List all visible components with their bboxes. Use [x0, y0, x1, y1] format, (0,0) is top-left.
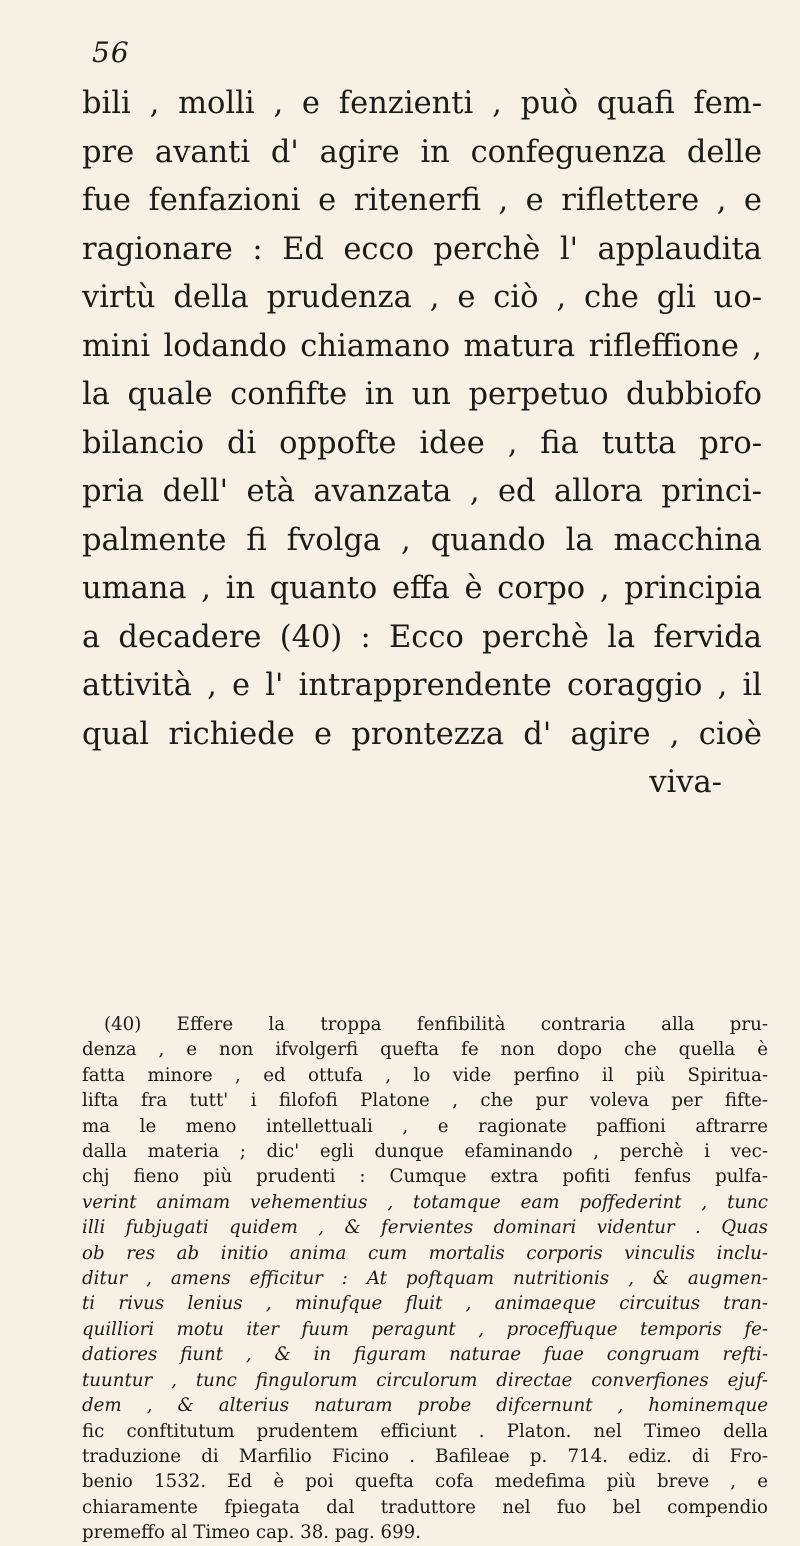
- footnote-line: illi fubjugati quidem , & fervientes dominari videntur . Quas: [82, 1217, 768, 1239]
- main-text-line: ragionare : Ed ecco perchè l' applaudita: [82, 231, 762, 267]
- main-text-line: pre avanti d' agire in confeguenza delle: [82, 134, 762, 170]
- main-text-line: bilancio di oppofte idee , fia tutta pro-: [82, 425, 762, 461]
- footnote-line: premeffo al Timeo cap. 38. pag. 699.: [82, 1522, 422, 1544]
- main-text-line: virtù della prudenza , e ciò , che gli uo-: [82, 280, 762, 315]
- page-number: 56: [92, 36, 130, 69]
- footnote-line: ma le meno intellettuali , e ragionate paffioni aftrarre: [82, 1115, 768, 1137]
- footnote-line: traduzione di Marfilio Ficino . Bafileae p. 714. ediz. di Fro-: [82, 1445, 768, 1467]
- footnote-line: lifta fra tutt' i filofofi Platone , che pur voleva per fifte-: [82, 1090, 768, 1112]
- main-text-line: a decadere (40) : Ecco perchè la fervida: [82, 619, 762, 655]
- main-text-line: la quale confifte in un perpetuo dubbiofo: [82, 377, 762, 412]
- main-text-line: pria dell' età avanzata , ed allora princi-: [82, 474, 762, 509]
- main-text: [82, 80, 762, 808]
- footnote-line: ditur , amens efficitur : At poftquam nutritionis , & augmen-: [82, 1268, 768, 1290]
- footnote-line: ob res ab initio anima cum mortalis corporis vinculis inclu-: [82, 1242, 768, 1264]
- main-text-line: qual richiede e prontezza d' agire , cioè: [82, 716, 762, 752]
- main-text-line: fue fenfazioni e ritenerfi , e riflettere , e: [82, 183, 762, 218]
- footnote-line: dem , & alterius naturam probe difcernunt , hominemque: [82, 1395, 768, 1417]
- main-text-line: bili , molli , e fenzienti , può quafi fem-: [82, 86, 762, 121]
- catchword: viva-: [649, 765, 722, 800]
- footnote-line: quilliori motu iter fuum peragunt , proceffuque temporis fe-: [82, 1318, 768, 1340]
- footnote: [82, 1012, 768, 1546]
- footnote-line: fic conftitutum prudentem efficiunt . Platon. nel Timeo della: [82, 1420, 768, 1442]
- main-text-line: umana , in quanto effa è corpo , principia: [82, 571, 762, 606]
- footnote-line: chiaramente fpiegata dal traduttore nel fuo bel compendio: [82, 1496, 768, 1518]
- footnote-line: ti rivus lenius , minufque fluit , animaeque circuitus tran-: [82, 1293, 768, 1315]
- footnote-line: benio 1532. Ed è poi quefta cofa medefima più breve , e: [82, 1471, 768, 1493]
- main-text-line: attività , e l' intrapprendente coraggio , il: [82, 668, 762, 703]
- footnote-line: fatta minore , ed ottufa , lo vide perfino il più Spiritua-: [82, 1064, 768, 1086]
- footnote-line: chj fieno più prudenti : Cumque extra pofiti fenfus pulfa-: [82, 1166, 768, 1188]
- footnote-line: dalla materia ; dic' egli dunque efaminando , perchè i vec-: [82, 1141, 768, 1163]
- footnote-line: (40) Effere la troppa fenfibilità contraria alla pru-: [104, 1014, 768, 1035]
- footnote-line: verint animam vehementius , totamque eam poffederint , tunc: [82, 1191, 768, 1213]
- footnote-line: tuuntur , tunc fingulorum circulorum directae converfiones ejuf-: [82, 1369, 768, 1391]
- footnote-line: denza , e non ifvolgerfi quefta fe non dopo che quella è: [82, 1039, 768, 1061]
- main-text-line: palmente fi fvolga , quando la macchina: [82, 522, 762, 558]
- main-text-line: mini lodando chiamano matura rifleffione ,: [82, 328, 762, 364]
- footnote-line: datiores fiunt , & in figuram naturae fuae congruam refti-: [82, 1344, 768, 1366]
